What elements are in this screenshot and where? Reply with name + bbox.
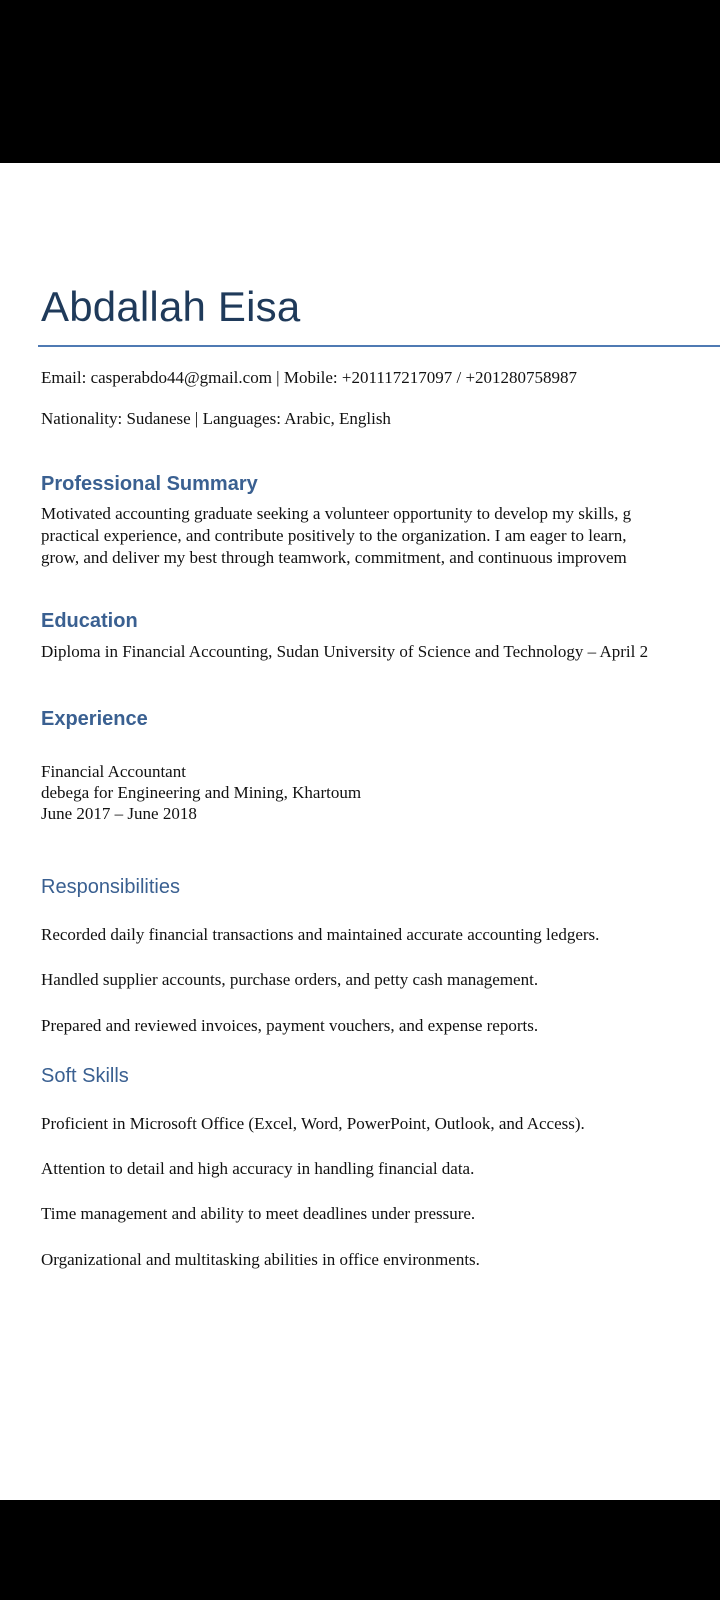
responsibility-item: Recorded daily financial transactions and maintained accurate accounting ledgers.	[41, 925, 600, 944]
soft-skill-item: Time management and ability to meet deadlines under pressure.	[41, 1204, 476, 1223]
top-letterbox	[0, 0, 720, 163]
summary-heading: Professional Summary	[41, 473, 258, 495]
responsibility-item: Handled supplier accounts, purchase orders, and petty cash management.	[41, 970, 539, 989]
document-page	[0, 163, 720, 1500]
job-dates: June 2017 – June 2018	[41, 804, 197, 823]
contact-line: Email: casperabdo44@gmail.com | Mobile: +201117217097 / +201280758987	[41, 368, 578, 387]
responsibility-item: Prepared and reviewed invoices, payment vouchers, and expense reports.	[41, 1016, 539, 1035]
soft-skills-heading: Soft Skills	[41, 1065, 129, 1087]
summary-line: grow, and deliver my best through teamwork, commitment, and continuous improvem	[41, 548, 627, 567]
job-company: debega for Engineering and Mining, Khartoum	[41, 783, 362, 802]
bottom-letterbox	[0, 1500, 720, 1600]
soft-skill-item: Organizational and multitasking abilities in office environments.	[41, 1250, 480, 1269]
summary-line: Motivated accounting graduate seeking a volunteer opportunity to develop my skills, g	[41, 504, 632, 523]
nationality-line: Nationality: Sudanese | Languages: Arabic, English	[41, 409, 391, 428]
soft-skill-item: Attention to detail and high accuracy in handling financial data.	[41, 1159, 475, 1178]
experience-heading: Experience	[41, 708, 148, 730]
education-heading: Education	[41, 610, 138, 632]
job-title: Financial Accountant	[41, 762, 186, 781]
header-divider	[38, 345, 720, 347]
education-line: Diploma in Financial Accounting, Sudan University of Science and Technology – April 2	[41, 642, 649, 661]
resume-name: Abdallah Eisa	[41, 283, 301, 330]
summary-line: practical experience, and contribute positively to the organization. I am eager to learn,	[41, 526, 627, 545]
responsibilities-heading: Responsibilities	[41, 876, 180, 898]
soft-skill-item: Proficient in Microsoft Office (Excel, Word, PowerPoint, Outlook, and Access).	[41, 1114, 585, 1133]
